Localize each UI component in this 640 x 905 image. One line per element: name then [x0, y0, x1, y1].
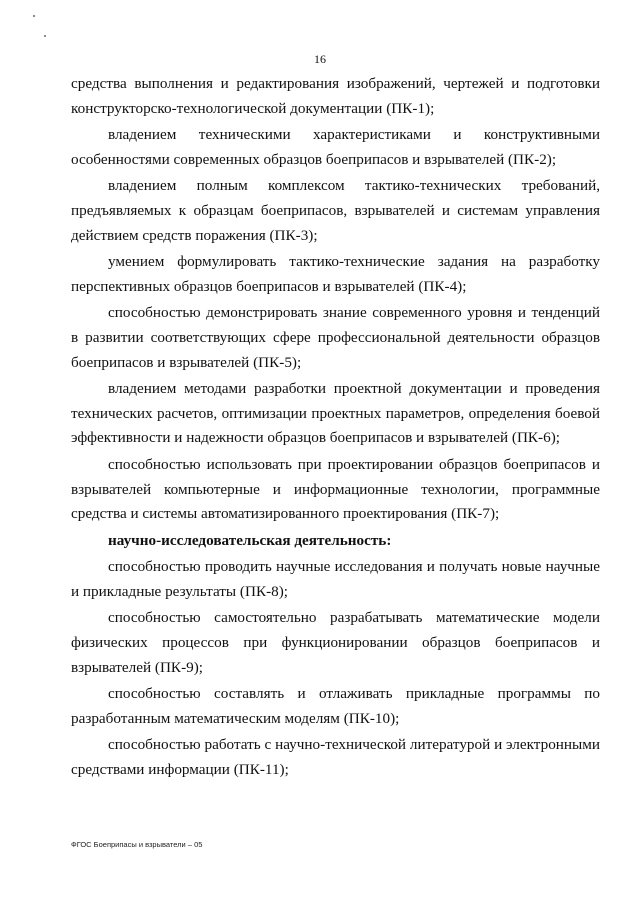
competency-pk10: способностью составлять и отлаживать прикладные программы по разработанным математическим моделям (ПК-10); — [71, 685, 600, 727]
competency-pk6: владением методами разработки проектной документации и проведения технических расчетов, оптимизации проектных параметров, определения боевой эффективности и надежности образцов боеприпасов и взрывателей (ПК-6); — [71, 380, 600, 447]
competency-pk4: умением формулировать тактико-технические задания на разработку перспективных образцов боеприпасов и взрывателей (ПК-4); — [71, 253, 600, 295]
intro-paragraph: средства выполнения и редактирования изображений, чертежей и подготовки конструкторско-технологической документации (ПК-1); — [71, 75, 600, 117]
competency-pk2: владением техническими характеристиками и конструктивными особенностями современных образцов боеприпасов и взрывателей (ПК-2); — [71, 126, 600, 168]
scan-speck — [33, 15, 35, 17]
document-footer: ФГОС Боеприпасы и взрыватели – 05 — [71, 840, 203, 849]
page-number: 16 — [314, 52, 326, 66]
competency-pk11: способностью работать с научно-технической литературой и электронными средствами информации (ПК-11); — [71, 736, 600, 779]
competency-pk7: способностью использовать при проектировании образцов боеприпасов и взрывателей компьютерные и информационные технологии, программные средства и системы автоматизированного проектирования (ПК-7); — [71, 455, 600, 523]
section-heading: научно-исследовательская деятельность: — [108, 531, 392, 549]
competency-pk9: способностью самостоятельно разрабатывать математические модели физических процессов при функционировании образцов боеприпасов и взрывателей (ПК-9); — [71, 609, 600, 676]
scan-speck — [44, 35, 46, 37]
competency-pk3: владением полным комплексом тактико-технических требований, предъявляемых к образцам боеприпасов, взрывателей и системам управления действием средств поражения (ПК-3); — [71, 177, 600, 244]
competency-pk8: способностью проводить научные исследования и получать новые научные и прикладные результаты (ПК-8); — [71, 558, 600, 600]
competency-pk5: способностью демонстрировать знание современного уровня и тенденций в развитии соответствующих сфере профессиональной деятельности образцов боеприпасов и взрывателей (ПК-5); — [71, 304, 600, 371]
document-body — [71, 72, 600, 785]
